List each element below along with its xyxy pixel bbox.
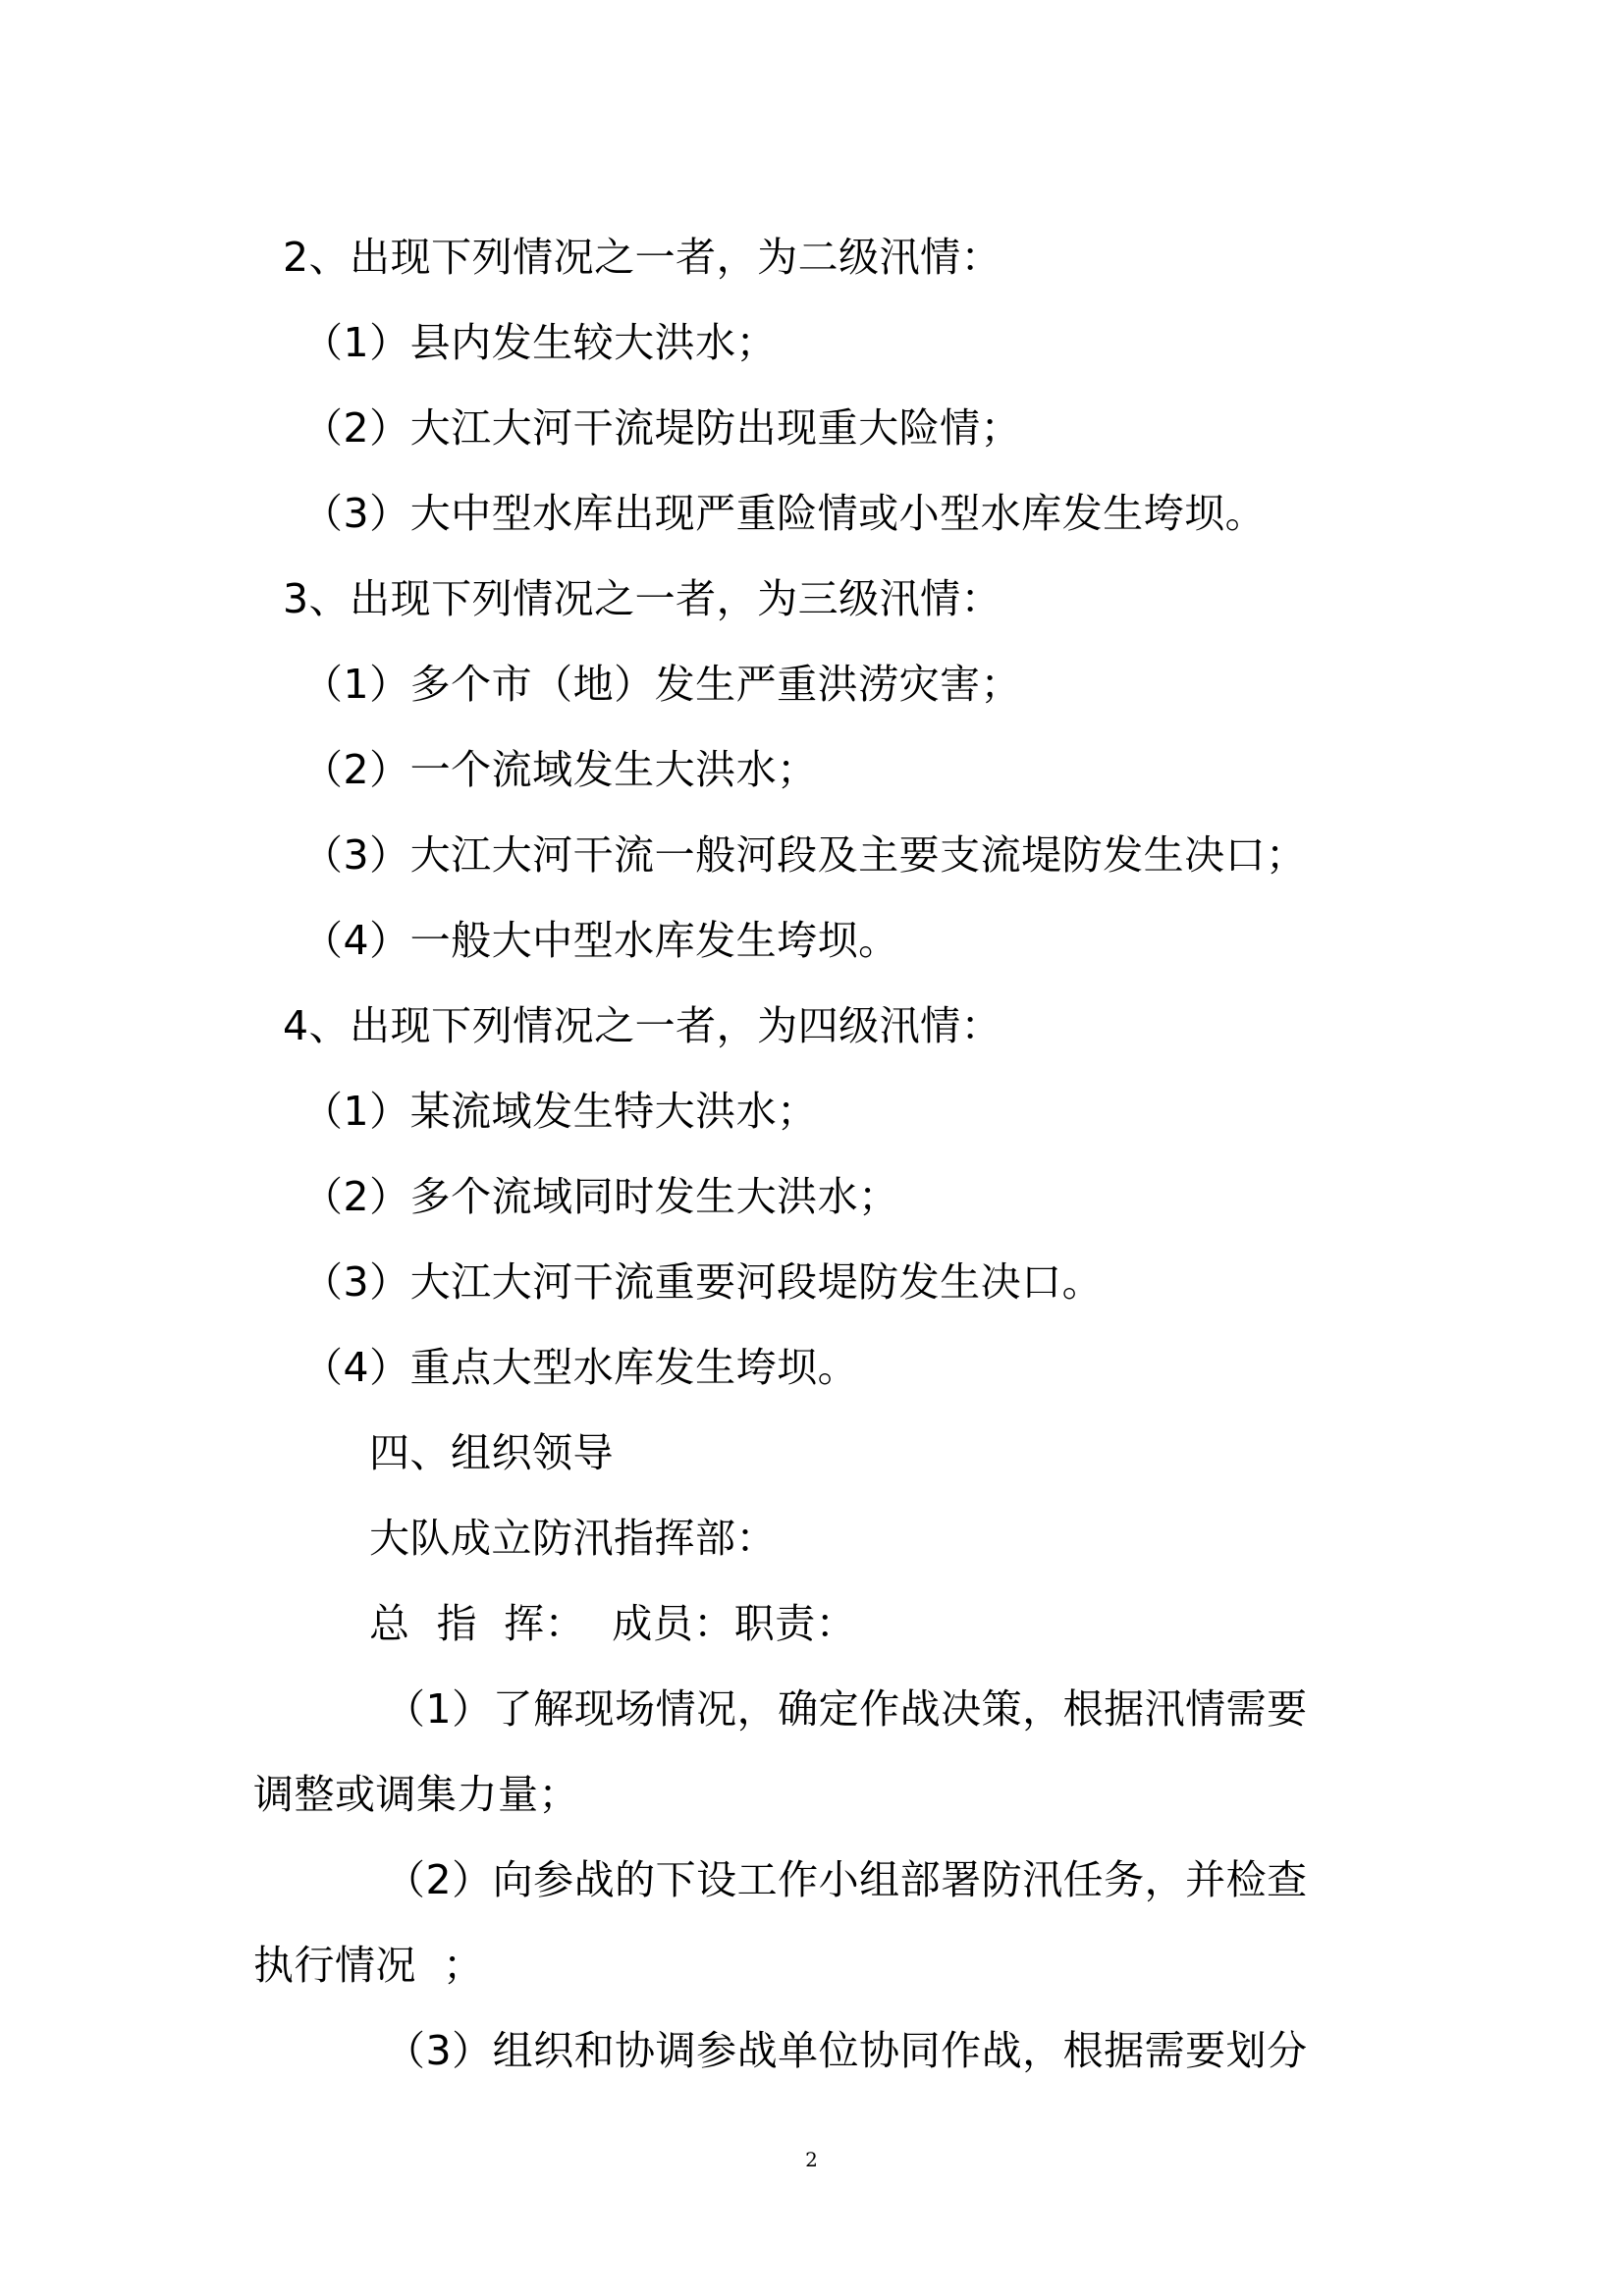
duty-1-line-2: 调整或调集力量；	[253, 1771, 579, 1818]
flood-level-3-heading: 3、出现下列情况之一者，为三级汛情：	[283, 575, 1002, 622]
level-2-item-1: （1）县内发生较大洪水；	[302, 319, 778, 366]
level-3-item-2: （2）一个流域发生大洪水；	[302, 746, 818, 793]
duty-2-line-2: 执行情况 ；	[253, 1942, 484, 1989]
level-4-item-2: （2）多个流域同时发生大洪水；	[302, 1173, 899, 1220]
level-2-item-2: （2）大江大河干流堤防出现重大险情；	[302, 404, 1022, 452]
page-number: 2	[805, 2148, 818, 2171]
organization-leadership-heading: 四、组织领导	[369, 1429, 614, 1476]
level-2-item-3: （3）大中型水库出现严重险情或小型水库发生垮坝。	[302, 490, 1267, 537]
level-3-item-4: （4）一般大中型水库发生垮坝。	[302, 917, 899, 964]
duty-1-line-1: （1）了解现场情况，确定作战决策，根据汛情需要	[385, 1685, 1308, 1733]
level-3-item-1: （1）多个市（地）发生严重洪涝灾害；	[302, 661, 1022, 708]
duty-3-line-1: （3）组织和协调参战单位协同作战，根据需要划分	[385, 2027, 1308, 2074]
level-4-item-1: （1）某流域发生特大洪水；	[302, 1088, 818, 1135]
level-4-item-4: （4）重点大型水库发生垮坝。	[302, 1344, 859, 1391]
duty-2-line-1: （2）向参战的下设工作小组部署防汛任务，并检查	[385, 1856, 1308, 1903]
flood-level-4-heading: 4、出现下列情况之一者，为四级汛情：	[283, 1002, 1002, 1049]
level-3-item-3: （3）大江大河干流一般河段及主要支流堤防发生决口；	[302, 831, 1307, 879]
command-establishment-line: 大队成立防汛指挥部：	[369, 1515, 777, 1562]
flood-level-2-heading: 2、出现下列情况之一者，为二级汛情：	[283, 234, 1002, 281]
commander-members-duties-line: 总 指 挥： 成员：职责：	[369, 1600, 857, 1647]
level-4-item-3: （3）大江大河干流重要河段堤防发生决口。	[302, 1258, 1104, 1306]
